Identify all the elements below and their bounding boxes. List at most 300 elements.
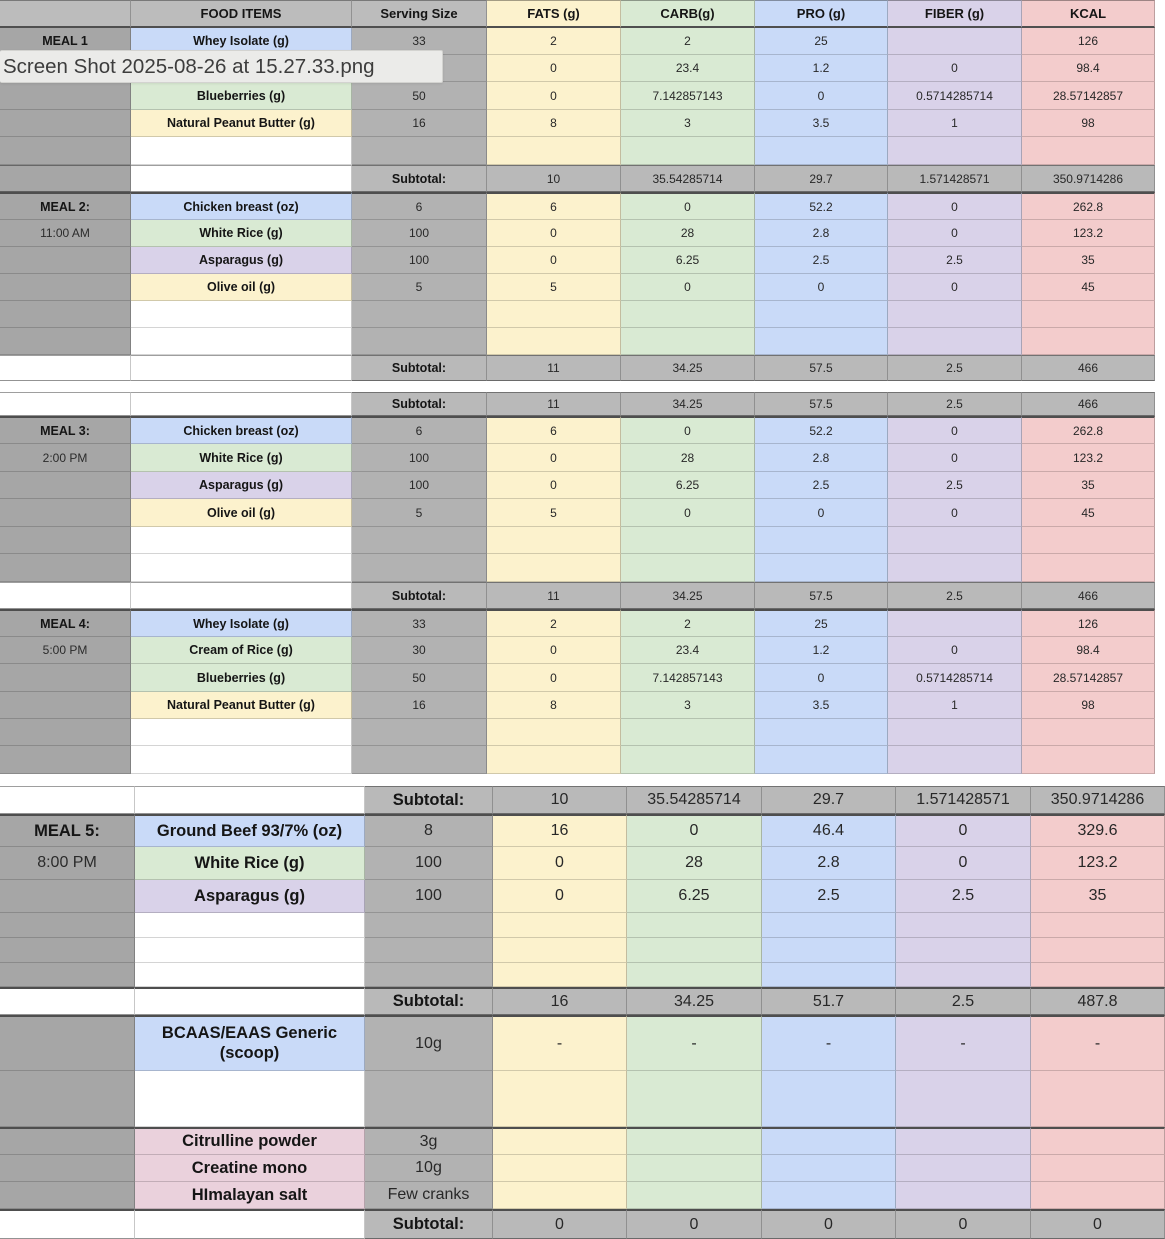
cell-pro[interactable]	[755, 301, 888, 328]
cell-kcal[interactable]	[1022, 220, 1155, 247]
cell-pro[interactable]	[755, 247, 888, 274]
cell-food-item[interactable]	[131, 554, 352, 582]
cell-fats[interactable]	[487, 55, 621, 82]
cell-pro[interactable]	[755, 110, 888, 137]
cell-fats[interactable]	[487, 220, 621, 247]
cell-fiber[interactable]	[896, 1182, 1031, 1209]
cell-fats[interactable]	[487, 664, 621, 692]
cell-kcal[interactable]	[1022, 82, 1155, 110]
cell-food-item[interactable]	[131, 247, 352, 274]
cell-pro[interactable]	[762, 880, 896, 913]
cell-fats[interactable]	[487, 719, 621, 746]
cell-pro[interactable]	[762, 1015, 896, 1071]
cell-serving-size[interactable]	[352, 192, 487, 220]
cell-meal-label[interactable]	[0, 110, 131, 137]
cell-pro[interactable]	[755, 55, 888, 82]
header-fats[interactable]	[487, 0, 621, 28]
cell-fats[interactable]	[487, 247, 621, 274]
cell-food-item[interactable]	[131, 220, 352, 247]
cell-meal-label[interactable]	[0, 1071, 135, 1127]
cell-meal-label[interactable]	[0, 963, 135, 987]
cell-fiber[interactable]	[888, 416, 1022, 444]
cell-serving-size[interactable]	[365, 938, 493, 963]
cell-carb[interactable]	[621, 328, 755, 355]
cell-food-item[interactable]	[135, 987, 365, 1015]
cell-fiber[interactable]	[896, 987, 1031, 1015]
cell-meal-label[interactable]	[0, 609, 131, 637]
cell-fiber[interactable]	[896, 913, 1031, 938]
cell-serving-size[interactable]	[365, 1071, 493, 1127]
cell-kcal[interactable]	[1022, 527, 1155, 554]
cell-meal-label[interactable]	[0, 847, 135, 880]
cell-food-item[interactable]	[135, 847, 365, 880]
cell-meal-label[interactable]	[0, 1155, 135, 1182]
cell-subtotal-label[interactable]	[365, 1209, 493, 1239]
cell-subtotal-label[interactable]	[352, 165, 487, 192]
cell-kcal[interactable]	[1022, 274, 1155, 301]
cell-kcal[interactable]	[1022, 28, 1155, 55]
header-carb[interactable]	[621, 0, 755, 28]
cell-meal-label[interactable]	[0, 192, 131, 220]
cell-meal-label[interactable]	[0, 1182, 135, 1209]
cell-carb[interactable]	[621, 392, 755, 416]
cell-meal-label[interactable]	[0, 719, 131, 746]
cell-fats[interactable]	[487, 192, 621, 220]
cell-meal-label[interactable]	[0, 82, 131, 110]
cell-kcal[interactable]	[1022, 55, 1155, 82]
cell-meal-label[interactable]	[0, 1015, 135, 1071]
cell-carb[interactable]	[621, 55, 755, 82]
cell-fiber[interactable]	[888, 444, 1022, 472]
cell-food-item[interactable]	[135, 1071, 365, 1127]
cell-serving-size[interactable]	[352, 719, 487, 746]
cell-carb[interactable]	[627, 1155, 762, 1182]
cell-carb[interactable]	[627, 1015, 762, 1071]
cell-fats[interactable]	[493, 814, 627, 847]
cell-kcal[interactable]	[1022, 301, 1155, 328]
cell-fats[interactable]	[487, 392, 621, 416]
cell-fats[interactable]	[493, 913, 627, 938]
cell-meal-label[interactable]	[0, 987, 135, 1015]
cell-food-item[interactable]	[131, 274, 352, 301]
cell-subtotal-label[interactable]	[352, 392, 487, 416]
cell-carb[interactable]	[627, 786, 762, 814]
cell-serving-size[interactable]	[352, 110, 487, 137]
cell-meal-label[interactable]	[0, 664, 131, 692]
cell-carb[interactable]	[621, 472, 755, 499]
cell-fiber[interactable]	[888, 328, 1022, 355]
header-pro[interactable]	[755, 0, 888, 28]
cell-kcal[interactable]	[1022, 110, 1155, 137]
cell-fats[interactable]	[487, 301, 621, 328]
cell-food-item[interactable]	[135, 1155, 365, 1182]
cell-kcal[interactable]	[1022, 499, 1155, 527]
cell-pro[interactable]	[762, 1155, 896, 1182]
cell-serving-size[interactable]	[365, 913, 493, 938]
cell-fats[interactable]	[487, 355, 621, 381]
cell-fiber[interactable]	[888, 472, 1022, 499]
cell-fats[interactable]	[487, 499, 621, 527]
cell-serving-size[interactable]	[352, 220, 487, 247]
cell-food-item[interactable]	[135, 913, 365, 938]
cell-serving-size[interactable]	[352, 416, 487, 444]
cell-pro[interactable]	[755, 328, 888, 355]
cell-carb[interactable]	[621, 28, 755, 55]
cell-serving-size[interactable]	[352, 274, 487, 301]
cell-serving-size[interactable]	[352, 137, 487, 165]
cell-fats[interactable]	[493, 1182, 627, 1209]
cell-subtotal-label[interactable]	[365, 987, 493, 1015]
cell-carb[interactable]	[621, 609, 755, 637]
cell-pro[interactable]	[755, 220, 888, 247]
cell-kcal[interactable]	[1022, 582, 1155, 609]
cell-carb[interactable]	[621, 110, 755, 137]
cell-kcal[interactable]	[1022, 637, 1155, 664]
cell-meal-label[interactable]	[0, 880, 135, 913]
cell-meal-label[interactable]	[0, 328, 131, 355]
cell-food-item[interactable]	[131, 692, 352, 719]
cell-serving-size[interactable]	[352, 82, 487, 110]
cell-serving-size[interactable]	[365, 880, 493, 913]
cell-subtotal-label[interactable]	[352, 355, 487, 381]
cell-pro[interactable]	[762, 814, 896, 847]
cell-carb[interactable]	[621, 692, 755, 719]
cell-serving-size[interactable]	[352, 746, 487, 774]
cell-fiber[interactable]	[888, 55, 1022, 82]
cell-food-item[interactable]	[135, 1182, 365, 1209]
cell-pro[interactable]	[755, 392, 888, 416]
cell-kcal[interactable]	[1031, 814, 1165, 847]
cell-fats[interactable]	[487, 274, 621, 301]
cell-pro[interactable]	[755, 746, 888, 774]
cell-pro[interactable]	[755, 82, 888, 110]
cell-fats[interactable]	[487, 582, 621, 609]
cell-food-item[interactable]	[131, 416, 352, 444]
cell-pro[interactable]	[755, 582, 888, 609]
cell-pro[interactable]	[755, 609, 888, 637]
cell-food-item[interactable]	[131, 165, 352, 192]
cell-serving-size[interactable]	[365, 1155, 493, 1182]
cell-kcal[interactable]	[1031, 786, 1165, 814]
cell-meal-label[interactable]	[0, 527, 131, 554]
cell-pro[interactable]	[755, 355, 888, 381]
cell-pro[interactable]	[755, 444, 888, 472]
cell-fiber[interactable]	[888, 110, 1022, 137]
cell-pro[interactable]	[762, 963, 896, 987]
cell-kcal[interactable]	[1031, 1209, 1165, 1239]
cell-fats[interactable]	[493, 938, 627, 963]
cell-meal-label[interactable]	[0, 416, 131, 444]
cell-meal-label[interactable]	[0, 1209, 135, 1239]
cell-meal-label[interactable]	[0, 746, 131, 774]
cell-meal-label[interactable]	[0, 0, 131, 28]
cell-kcal[interactable]	[1022, 247, 1155, 274]
cell-fats[interactable]	[493, 1209, 627, 1239]
cell-serving-size[interactable]	[352, 472, 487, 499]
cell-fiber[interactable]	[888, 664, 1022, 692]
cell-fats[interactable]	[487, 637, 621, 664]
cell-fiber[interactable]	[888, 499, 1022, 527]
cell-pro[interactable]	[762, 987, 896, 1015]
cell-meal-label[interactable]	[0, 472, 131, 499]
cell-food-item[interactable]	[131, 301, 352, 328]
cell-carb[interactable]	[627, 847, 762, 880]
cell-serving-size[interactable]	[352, 692, 487, 719]
cell-carb[interactable]	[621, 247, 755, 274]
cell-fiber[interactable]	[896, 847, 1031, 880]
cell-food-item[interactable]	[135, 1209, 365, 1239]
cell-fats[interactable]	[493, 987, 627, 1015]
cell-fats[interactable]	[487, 328, 621, 355]
cell-food-item[interactable]	[131, 328, 352, 355]
cell-kcal[interactable]	[1031, 938, 1165, 963]
cell-fats[interactable]	[487, 416, 621, 444]
cell-serving-size[interactable]	[365, 1182, 493, 1209]
cell-carb[interactable]	[621, 444, 755, 472]
cell-fiber[interactable]	[888, 637, 1022, 664]
cell-pro[interactable]	[755, 192, 888, 220]
cell-food-item[interactable]	[131, 582, 352, 609]
cell-fiber[interactable]	[896, 880, 1031, 913]
cell-fats[interactable]	[487, 692, 621, 719]
cell-meal-label[interactable]	[0, 444, 131, 472]
cell-meal-label[interactable]	[0, 137, 131, 165]
cell-food-item[interactable]	[131, 472, 352, 499]
cell-serving-size[interactable]	[365, 1127, 493, 1155]
cell-kcal[interactable]	[1022, 609, 1155, 637]
cell-kcal[interactable]	[1031, 1182, 1165, 1209]
cell-pro[interactable]	[762, 786, 896, 814]
cell-meal-label[interactable]	[0, 247, 131, 274]
cell-fats[interactable]	[487, 444, 621, 472]
cell-pro[interactable]	[755, 416, 888, 444]
cell-carb[interactable]	[621, 554, 755, 582]
cell-serving-size[interactable]	[365, 1015, 493, 1071]
cell-fiber[interactable]	[896, 1209, 1031, 1239]
cell-fats[interactable]	[487, 110, 621, 137]
cell-pro[interactable]	[755, 637, 888, 664]
cell-pro[interactable]	[755, 719, 888, 746]
cell-kcal[interactable]	[1022, 554, 1155, 582]
cell-kcal[interactable]	[1031, 1127, 1165, 1155]
cell-carb[interactable]	[627, 880, 762, 913]
cell-fats[interactable]	[493, 1071, 627, 1127]
cell-food-item[interactable]	[135, 1127, 365, 1155]
cell-fiber[interactable]	[896, 814, 1031, 847]
cell-pro[interactable]	[755, 472, 888, 499]
cell-kcal[interactable]	[1022, 328, 1155, 355]
cell-fats[interactable]	[493, 1127, 627, 1155]
cell-meal-label[interactable]	[0, 220, 131, 247]
cell-carb[interactable]	[621, 527, 755, 554]
cell-fiber[interactable]	[888, 82, 1022, 110]
cell-food-item[interactable]	[131, 392, 352, 416]
cell-pro[interactable]	[755, 664, 888, 692]
cell-fiber[interactable]	[888, 746, 1022, 774]
cell-meal-label[interactable]	[0, 165, 131, 192]
cell-carb[interactable]	[627, 1209, 762, 1239]
cell-serving-size[interactable]	[352, 664, 487, 692]
cell-carb[interactable]	[627, 987, 762, 1015]
cell-fiber[interactable]	[896, 1015, 1031, 1071]
cell-kcal[interactable]	[1022, 355, 1155, 381]
cell-fats[interactable]	[493, 847, 627, 880]
cell-fiber[interactable]	[888, 392, 1022, 416]
cell-carb[interactable]	[627, 814, 762, 847]
cell-carb[interactable]	[627, 938, 762, 963]
cell-kcal[interactable]	[1031, 847, 1165, 880]
cell-serving-size[interactable]	[365, 847, 493, 880]
cell-carb[interactable]	[627, 1182, 762, 1209]
cell-meal-label[interactable]	[0, 692, 131, 719]
cell-pro[interactable]	[755, 527, 888, 554]
cell-meal-label[interactable]	[0, 392, 131, 416]
cell-fiber[interactable]	[888, 301, 1022, 328]
cell-food-item[interactable]	[131, 444, 352, 472]
cell-pro[interactable]	[755, 554, 888, 582]
cell-fats[interactable]	[493, 786, 627, 814]
cell-food-item[interactable]	[135, 938, 365, 963]
cell-pro[interactable]	[755, 692, 888, 719]
cell-carb[interactable]	[621, 137, 755, 165]
cell-fiber[interactable]	[888, 719, 1022, 746]
cell-meal-label[interactable]	[0, 274, 131, 301]
cell-fiber[interactable]	[896, 1155, 1031, 1182]
cell-pro[interactable]	[755, 137, 888, 165]
cell-fats[interactable]	[493, 1015, 627, 1071]
cell-fiber[interactable]	[888, 609, 1022, 637]
cell-fats[interactable]	[487, 609, 621, 637]
cell-kcal[interactable]	[1031, 1071, 1165, 1127]
cell-pro[interactable]	[755, 274, 888, 301]
cell-food-item[interactable]	[135, 814, 365, 847]
cell-fats[interactable]	[493, 1155, 627, 1182]
cell-pro[interactable]	[762, 938, 896, 963]
cell-fiber[interactable]	[888, 554, 1022, 582]
cell-food-item[interactable]	[131, 719, 352, 746]
cell-kcal[interactable]	[1031, 913, 1165, 938]
cell-fats[interactable]	[487, 554, 621, 582]
cell-carb[interactable]	[621, 274, 755, 301]
cell-serving-size[interactable]	[352, 328, 487, 355]
cell-fiber[interactable]	[888, 137, 1022, 165]
cell-food-item[interactable]	[131, 609, 352, 637]
cell-fiber[interactable]	[896, 963, 1031, 987]
cell-fiber[interactable]	[888, 582, 1022, 609]
cell-kcal[interactable]	[1031, 987, 1165, 1015]
cell-fiber[interactable]	[888, 692, 1022, 719]
cell-fiber[interactable]	[896, 1127, 1031, 1155]
cell-pro[interactable]	[762, 913, 896, 938]
cell-carb[interactable]	[621, 746, 755, 774]
cell-serving-size[interactable]	[352, 637, 487, 664]
cell-serving-size[interactable]	[352, 527, 487, 554]
cell-serving-size[interactable]	[352, 301, 487, 328]
cell-food-item[interactable]	[135, 963, 365, 987]
cell-fats[interactable]	[487, 165, 621, 192]
cell-fiber[interactable]	[896, 938, 1031, 963]
cell-kcal[interactable]	[1022, 472, 1155, 499]
cell-carb[interactable]	[621, 582, 755, 609]
cell-pro[interactable]	[762, 1127, 896, 1155]
cell-fiber[interactable]	[896, 1071, 1031, 1127]
cell-subtotal-label[interactable]	[365, 786, 493, 814]
cell-serving-size[interactable]	[352, 444, 487, 472]
cell-food-item[interactable]	[131, 527, 352, 554]
cell-kcal[interactable]	[1022, 137, 1155, 165]
cell-carb[interactable]	[627, 1071, 762, 1127]
cell-fiber[interactable]	[888, 165, 1022, 192]
cell-carb[interactable]	[621, 719, 755, 746]
cell-food-item[interactable]	[131, 664, 352, 692]
cell-serving-size[interactable]	[352, 247, 487, 274]
cell-carb[interactable]	[627, 913, 762, 938]
cell-carb[interactable]	[621, 416, 755, 444]
cell-fiber[interactable]	[888, 355, 1022, 381]
cell-fiber[interactable]	[888, 274, 1022, 301]
cell-fiber[interactable]	[888, 28, 1022, 55]
cell-meal-label[interactable]	[0, 1127, 135, 1155]
cell-kcal[interactable]	[1031, 1015, 1165, 1071]
cell-kcal[interactable]	[1022, 692, 1155, 719]
cell-pro[interactable]	[762, 1209, 896, 1239]
cell-serving-size[interactable]	[365, 963, 493, 987]
cell-carb[interactable]	[621, 301, 755, 328]
cell-subtotal-label[interactable]	[352, 582, 487, 609]
header-food-items[interactable]	[131, 0, 352, 28]
header-kcal[interactable]	[1022, 0, 1155, 28]
cell-carb[interactable]	[621, 664, 755, 692]
cell-fats[interactable]	[487, 28, 621, 55]
cell-meal-label[interactable]	[0, 355, 131, 381]
cell-meal-label[interactable]	[0, 913, 135, 938]
cell-fats[interactable]	[487, 746, 621, 774]
cell-serving-size[interactable]	[352, 609, 487, 637]
cell-fats[interactable]	[487, 82, 621, 110]
cell-fiber[interactable]	[888, 527, 1022, 554]
cell-meal-label[interactable]	[0, 637, 131, 664]
cell-carb[interactable]	[621, 165, 755, 192]
cell-carb[interactable]	[621, 355, 755, 381]
cell-meal-label[interactable]	[0, 814, 135, 847]
cell-meal-label[interactable]	[0, 301, 131, 328]
cell-food-item[interactable]	[131, 499, 352, 527]
cell-kcal[interactable]	[1022, 192, 1155, 220]
cell-meal-label[interactable]	[0, 499, 131, 527]
cell-carb[interactable]	[621, 637, 755, 664]
cell-kcal[interactable]	[1022, 416, 1155, 444]
cell-meal-label[interactable]	[0, 554, 131, 582]
cell-food-item[interactable]	[131, 192, 352, 220]
cell-kcal[interactable]	[1031, 880, 1165, 913]
cell-carb[interactable]	[621, 192, 755, 220]
cell-fiber[interactable]	[888, 247, 1022, 274]
cell-food-item[interactable]	[131, 137, 352, 165]
cell-pro[interactable]	[755, 499, 888, 527]
cell-kcal[interactable]	[1022, 664, 1155, 692]
cell-meal-label[interactable]	[0, 582, 131, 609]
cell-fats[interactable]	[487, 527, 621, 554]
cell-meal-label[interactable]	[0, 786, 135, 814]
cell-kcal[interactable]	[1031, 963, 1165, 987]
cell-carb[interactable]	[621, 220, 755, 247]
cell-fiber[interactable]	[888, 220, 1022, 247]
cell-kcal[interactable]	[1022, 719, 1155, 746]
header-serving-size[interactable]	[352, 0, 487, 28]
cell-pro[interactable]	[762, 847, 896, 880]
cell-food-item[interactable]	[131, 82, 352, 110]
cell-pro[interactable]	[762, 1071, 896, 1127]
